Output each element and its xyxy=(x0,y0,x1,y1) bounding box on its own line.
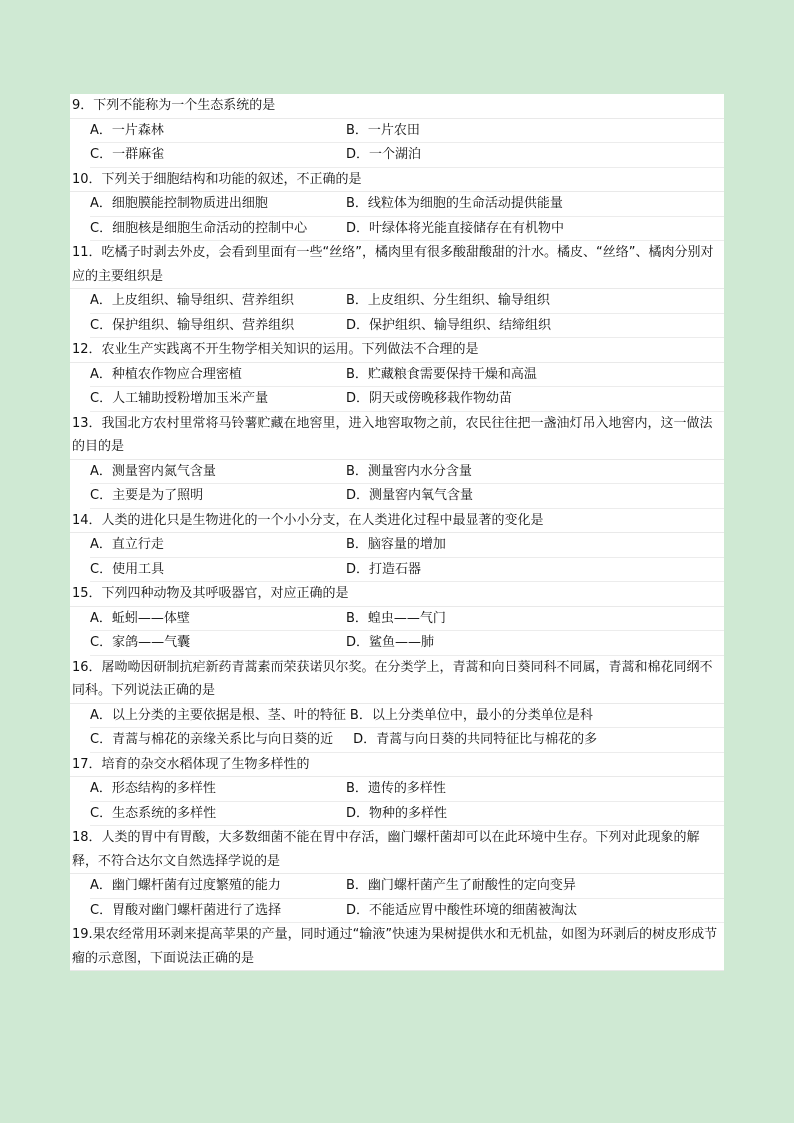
question-block xyxy=(70,338,724,412)
question-block xyxy=(70,241,724,338)
question-stem: 9．下列不能称为一个生态系统的是 xyxy=(70,94,724,119)
option-b[interactable]: B．脑容量的增加 xyxy=(346,537,446,552)
options xyxy=(90,704,724,753)
question-stem: 10．下列关于细胞结构和功能的叙述，不正确的是 xyxy=(70,168,724,193)
option-c[interactable]: C．胃酸对幽门螺杆菌进行了选择 xyxy=(90,902,282,918)
option-c[interactable]: C．细胞核是细胞生命活动的控制中心 xyxy=(90,220,308,236)
option-b[interactable]: B．测量窖内水分含量 xyxy=(346,463,472,479)
option-row xyxy=(90,899,724,924)
option-c[interactable]: C．青蒿与棉花的亲缘关系比与向日葵的近 xyxy=(90,732,334,747)
option-a[interactable]: A．上皮组织、输导组织、营养组织 xyxy=(90,293,294,308)
option-row xyxy=(90,558,724,583)
option-c[interactable]: C．一群麻雀 xyxy=(90,147,165,162)
option-c[interactable]: C．人工辅助授粉增加玉米产量 xyxy=(90,391,269,406)
question-block xyxy=(70,582,724,656)
option-a[interactable]: A．直立行走 xyxy=(90,537,164,552)
option-a[interactable]: A．以上分类的主要依据是根、茎、叶的特征 xyxy=(90,707,346,723)
question-block xyxy=(70,168,724,242)
option-a[interactable]: A．一片森林 xyxy=(90,122,164,138)
options xyxy=(90,533,724,582)
option-row xyxy=(90,217,724,242)
option-row xyxy=(90,484,724,509)
options xyxy=(90,874,724,923)
option-row xyxy=(90,874,724,899)
options xyxy=(90,777,724,826)
question-stem: 12．农业生产实践离不开生物学相关知识的运用。下列做法不合理的是 xyxy=(70,338,724,363)
option-row xyxy=(90,314,724,339)
options xyxy=(90,119,724,168)
question-stem: 17．培育的杂交水稻体现了生物多样性的 xyxy=(70,753,724,778)
question-block xyxy=(70,923,724,971)
option-row xyxy=(90,363,724,388)
option-row xyxy=(90,728,724,753)
option-row xyxy=(90,143,724,168)
option-row xyxy=(90,387,724,412)
question-stem: 18．人类的胃中有胃酸，大多数细菌不能在胃中存活，幽门螺杆菌却可以在此环境中生存。下列对此现象的解释，不符合达尔文自然选择学说的是 xyxy=(70,826,724,874)
option-row xyxy=(90,631,724,656)
question-block xyxy=(70,656,724,753)
option-a[interactable]: A．蚯蚓——体壁 xyxy=(90,610,190,626)
option-c[interactable]: C．保护组织、输导组织、营养组织 xyxy=(90,317,295,333)
option-c[interactable]: C．家鸽——气囊 xyxy=(90,635,191,650)
question-block xyxy=(70,412,724,509)
option-d[interactable]: D．一个湖泊 xyxy=(346,147,422,162)
options xyxy=(90,607,724,656)
option-row xyxy=(90,460,724,485)
options xyxy=(90,460,724,509)
options xyxy=(90,289,724,338)
option-c[interactable]: C．生态系统的多样性 xyxy=(90,805,217,821)
option-c[interactable]: C．主要是为了照明 xyxy=(90,488,204,503)
option-row xyxy=(90,802,724,827)
option-a[interactable]: A．细胞膜能控制物质进出细胞 xyxy=(90,196,268,211)
option-a[interactable]: A．测量窖内氮气含量 xyxy=(90,463,216,479)
question-block xyxy=(70,753,724,827)
option-row xyxy=(90,704,724,729)
option-row xyxy=(90,777,724,802)
option-d[interactable]: D．叶绿体将光能直接储存在有机物中 xyxy=(346,220,565,236)
option-d[interactable]: D．鲨鱼——肺 xyxy=(346,635,435,650)
option-b[interactable]: B．贮藏粮食需要保持干燥和高温 xyxy=(346,366,537,382)
option-row xyxy=(90,119,724,144)
option-b[interactable]: B．上皮组织、分生组织、输导组织 xyxy=(346,293,550,308)
option-b[interactable]: B．以上分类单位中，最小的分类单位是科 xyxy=(349,707,593,723)
question-stem: 16．屠呦呦因研制抗疟新药青蒿素而荣获诺贝尔奖。在分类学上，青蒿和向日葵同科不同属，青蒿和棉花同纲不同科。下列说法正确的是 xyxy=(70,656,724,704)
question-stem: 19.果农经常用环剥来提高苹果的产量，同时通过“输液”快速为果树提供水和无机盐，如图为环剥后的树皮形成节瘤的示意图，下面说法正确的是 xyxy=(70,923,724,971)
option-a[interactable]: A．形态结构的多样性 xyxy=(90,781,216,796)
option-b[interactable]: B．一片农田 xyxy=(346,122,420,138)
question-sheet xyxy=(70,94,724,971)
option-d[interactable]: D．保护组织、输导组织、结缔组织 xyxy=(346,317,552,333)
option-b[interactable]: B．蝗虫——气门 xyxy=(346,610,446,626)
option-b[interactable]: B．线粒体为细胞的生命活动提供能量 xyxy=(346,196,563,211)
option-c[interactable]: C．使用工具 xyxy=(90,561,165,577)
question-block xyxy=(70,94,724,168)
option-a[interactable]: A．种植农作物应合理密植 xyxy=(90,366,242,382)
question-stem: 15．下列四种动物及其呼吸器官，对应正确的是 xyxy=(70,582,724,607)
question-stem: 14．人类的进化只是生物进化的一个小小分支，在人类进化过程中最显著的变化是 xyxy=(70,509,724,534)
question-stem: 11．吃橘子时剥去外皮，会看到里面有一些“丝络”，橘肉里有很多酸甜酸甜的汁水。橘皮、“丝络”、橘肉分别对应的主要组织是 xyxy=(70,241,724,289)
question-block xyxy=(70,826,724,923)
option-d[interactable]: D．青蒿与向日葵的共同特征比与棉花的多 xyxy=(353,732,598,747)
option-d[interactable]: D．不能适应胃中酸性环境的细菌被淘汰 xyxy=(346,902,578,918)
option-d[interactable]: D．打造石器 xyxy=(346,561,422,577)
question-stem: 13．我国北方农村里常将马铃薯贮藏在地窖里，进入地窖取物之前，农民往往把一盏油灯吊入地窖内，这一做法的目的是 xyxy=(70,412,724,460)
option-row xyxy=(90,192,724,217)
option-d[interactable]: D．测量窖内氧气含量 xyxy=(346,488,474,503)
option-d[interactable]: D．物种的多样性 xyxy=(346,805,448,821)
option-row xyxy=(90,289,724,314)
options xyxy=(90,192,724,241)
options xyxy=(90,363,724,412)
option-row xyxy=(90,533,724,558)
option-b[interactable]: B．遗传的多样性 xyxy=(346,781,446,796)
option-a[interactable]: A．幽门螺杆菌有过度繁殖的能力 xyxy=(90,878,281,893)
option-row xyxy=(90,607,724,632)
option-b[interactable]: B．幽门螺杆菌产生了耐酸性的定向变异 xyxy=(346,878,576,893)
option-d[interactable]: D．阴天或傍晚移栽作物幼苗 xyxy=(346,391,513,406)
question-block xyxy=(70,509,724,583)
